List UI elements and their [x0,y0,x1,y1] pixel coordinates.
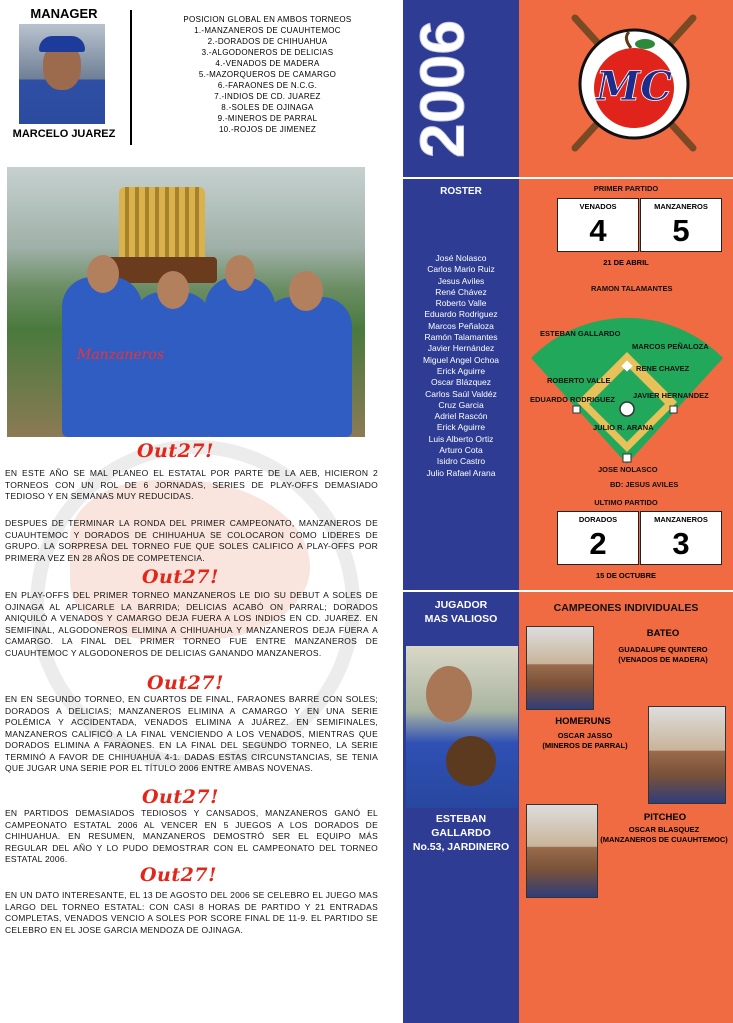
last-game-date: 15 DE OCTUBRE [595,571,656,580]
position-right-field: MARCOS PEÑALOZA [632,342,709,351]
article-paragraph: EN EN SEGUNDO TORNEO, EN CUARTOS DE FINAL, FARAONES BARRE CON SOLES; DORADOS A DELICIAS; MANZANEROS ELIMINA A CAMARGO Y EN UNA SERIE POLÉMICA Y ACCIDENTADA, VENADOS ELIMINA A JUÁREZ. EN SEMIFINALES, MANZANEROS CALIFICÓ A LA FINAL VENCIENDO A LOS VENADOS, MIENTRAS QUE DORADOS ELIMINA A FARAONES. EN LA FINAL DEL SEGUNDO TORNEO, LA SERIE TERMINÓ A FAVOR DE CHIHUAHUA 4-1. DADAS ESTAS CIRCUNSTANCIAS, SE TENIA QUE JUGAR UNA SERIE POR EL TÍTULO 2006 ENTRE AMBAS NOVENAS. [5,694,378,773]
roster-player: Julio Rafael Arana [426,467,496,478]
out27-logo: Out27! [147,672,224,694]
year-vertical [408,4,478,174]
standings-item: 9.-MINEROS DE PARRAL [217,114,318,123]
standings-item: 10.-ROJOS DE JIMENEZ [218,125,317,134]
team-celebration-photo [7,167,365,437]
team-logo [565,14,703,152]
first-game-title: PRIMER PARTIDO [593,184,659,193]
first-game-team1-box [557,198,639,252]
standings-item: 1.-MANZANEROS DE CUAUHTEMOC [194,26,341,35]
pitching-champion [595,825,733,845]
player-figure [132,292,212,437]
roster-player: Cruz Garcia [438,399,484,410]
standings-item: 7.-INDIOS DE CD. JUAREZ [214,92,321,101]
standings-item: 3.-ALGODONEROS DE DELICIAS [201,48,334,57]
year-text: 2006 [408,20,478,158]
roster-player: Adriel Rascón [434,411,488,422]
standings-item: 5.-MAZORQUEROS DE CAMARGO [198,70,337,79]
batting-champion [598,645,728,665]
roster-player: Eduardo Rodriguez [424,309,498,320]
roster-player: Jesus Aviles [437,275,485,286]
position-second-base: ROBERTO VALLE [547,376,611,385]
player-face [157,271,189,309]
logo-letters: MC [595,63,673,110]
article-paragraph: EN PLAY-OFFS DEL PRIMER TORNEO MANZANEROS LE DIO SU DEBUT A SOLES DE OJINAGA AL APLICARLE LA BARRIDA; DELICIAS ACABÓ ON PARRAL; DORADOS ANIQUILÓ A VENADOS Y CAMARGO DEJA FUERA A LOS INDIOS EN CD. JUAREZ. EN SEMIFINAL, ALGODONEROS ELIMINA A CHIHUAHUA Y MANZANEROS DEJA FUERA A CAMARGO. LA FINAL DEL PRIMER TORNEO FUE ENTRE MANZANEROS DE CUAUHTEMOC Y ALGODONEROS DE DELICIAS GANANDO MANZANEROS. [5,590,378,658]
out27-logo: Out27! [140,864,217,886]
roster-list [403,253,519,479]
last-game-team2-box [640,511,722,565]
mvp-detail: No.53, JARDINERO [412,841,510,853]
mvp-face [426,666,472,722]
manager-cap [39,36,85,52]
roster-player: Arturo Cota [439,445,483,456]
roster-player: Ramón Talamantes [424,332,498,343]
batting-champion-team: (VENADOS DE MADERA) [618,655,708,664]
standings-item: 4.-VENADOS DE MADERA [215,59,320,68]
standings-item: 6.-FARAONES DE N.C.G. [217,81,318,90]
mvp-name-line: ESTEBAN [435,813,487,825]
team-score: 2 [589,526,607,561]
roster-title: ROSTER [440,186,482,197]
player-face [289,271,323,311]
position-catcher: JOSE NOLASCO [598,465,658,474]
player-figure [262,297,352,437]
roster-player: Erick Aguirre [436,422,486,433]
position-first-base: JAVIER HERNANDEZ [633,391,709,400]
position-designated-hitter: BD: JESUS AVILES [610,480,679,489]
position-third-base: EDUARDO RODRIGUEZ [530,395,616,404]
baseball-field-diagram [527,278,727,466]
section-divider [403,177,733,179]
position-pitcher: JULIO R. ARANA [593,423,654,432]
player-face [225,255,255,291]
mvp-title-line: MAS VALIOSO [424,613,498,625]
roster-player: Oscar Blázquez [431,377,491,388]
first-game-date: 21 DE ABRIL [603,258,649,267]
pitching-category: PITCHEO [643,812,687,823]
standings-item: 2.-DORADOS DE CHIHUAHUA [207,37,328,46]
pitching-champion-photo [526,804,598,898]
roster-player: Miguel Angel Ochoa [422,354,500,365]
roster-player: Marcos Peñaloza [428,320,494,331]
position-shortstop: RENE CHAVEZ [636,364,690,373]
position-center-field: RAMON TALAMANTES [591,284,673,293]
homeruns-champion [528,731,642,751]
homeruns-champion-team: (MINEROS DE PARRAL) [542,741,628,750]
standings-title: POSICION GLOBAL EN AMBOS TORNEOS [183,15,352,24]
standings-item: 8.-SOLES DE OJINAGA [221,103,314,112]
manager-title: MANAGER [30,6,98,21]
roster-player: Luis Alberto Ortiz [428,433,494,444]
article-paragraph: DESPUES DE TERMINAR LA RONDA DEL PRIMER CAMPEONATO, MANZANEROS DE CUAUHTEMOC Y DORADOS DE CHIHUAHUA SE COLOCARON COMO LIDERES DE GRUPO. LA SORPRESA DEL TORNEO FUE QUE SOLES CALIFICO A PLAY-OFFS POR PRIMERA VEZ EN 28 AÑOS DE COMPETENCIA. [5,518,378,563]
team-score: 5 [672,213,690,248]
roster-player: Erick Aguirre [436,365,486,376]
team-name: MANZANEROS [654,202,708,211]
divider [130,10,132,145]
homeruns-champion-photo [648,706,726,804]
section-divider [403,590,733,592]
out27-logo: Out27! [137,440,214,462]
position-left-field: ESTEBAN GALLARDO [540,329,621,338]
homeruns-category: HOMERUNS [555,716,611,727]
homeruns-champion-name: OSCAR JASSO [557,731,613,740]
batting-champion-photo [526,626,594,710]
mvp-name-line: GALLARDO [431,827,491,839]
article-paragraph: EN UN DATO INTERESANTE, EL 13 DE AGOSTO DEL 2006 SE CELEBRO EL JUEGO MAS LARGO DEL TORNEO ESTATAL: CON CASI 8 HORAS DE PARTIDO Y 21 ENTRADAS COMPLETAS, VENADOS VENCIO A SOLES POR SCORE FINAL DE 11-9. EL PARTIDO SE CELEBRO EN EL JOSE GARCIA MENDOZA DE OJINAGA. [5,890,378,935]
last-game-title: ULTIMO PARTIDO [594,498,658,507]
baseball-glove-icon [446,736,496,786]
pitching-champion-name: OSCAR BLASQUEZ [628,825,700,834]
mvp-photo [406,646,518,808]
roster-player: Roberto Valle [435,298,487,309]
pitching-champion-team: (MANZANEROS DE CUAUHTEMOC) [600,835,728,844]
champions-title: CAMPEONES INDIVIDUALES [553,602,699,614]
roster-player: René Chávez [435,286,487,297]
manager-name: MARCELO JUAREZ [12,128,116,140]
team-name: DORADOS [578,515,618,524]
article-paragraph: EN ESTE AÑO SE MAL PLANEO EL ESTATAL POR PARTE DE LA AEB, HICIERON 2 TORNEOS CON UN ROL DE 6 JORNADAS, SERIES DE PLAY-OFFS DEMASIADO TEDIOSO Y EN SEMANAS MUY REDUCIDAS. [5,468,378,501]
mvp-title [403,598,519,626]
mvp-caption [403,812,519,854]
last-game-team1-box [557,511,639,565]
mvp-title-line: JUGADOR [434,599,488,611]
out27-logo: Out27! [142,786,219,808]
team-score: 3 [672,526,690,561]
batting-champion-name: GUADALUPE QUINTERO [618,645,708,654]
jersey-lettering: Manzaneros [77,347,165,363]
team-score: 4 [589,213,607,248]
team-name: VENADOS [579,202,617,211]
first-game-team2-box [640,198,722,252]
standings [140,14,395,135]
roster-player: José Nolasco [435,253,487,263]
roster-player: Carlos Saúl Valdéz [425,388,497,399]
batting-category: BATEO [646,628,680,639]
player-face [87,255,119,293]
team-name: MANZANEROS [654,515,708,524]
roster-player: Javier Hernández [427,343,495,354]
manager-photo [19,24,105,124]
roster-player: Isidro Castro [436,456,486,467]
article-paragraph: EN PARTIDOS DEMASIADOS TEDIOSOS Y CANSADOS, MANZANEROS GANÓ EL CAMPEONATO ESTATAL 2006 AL VENCER EN 5 JUEGOS A LOS DORADOS DE CHIHUAHUA. EN RESUMEN, MANZANEROS DEMOSTRÓ SER EL EQUIPO MÁS REGULAR DEL AÑO Y LO PUDO DEMOSTRAR CON EL CAMPEONATO DEL TORNEO ESTATAL 2006. [5,808,378,864]
out27-logo: Out27! [142,566,219,588]
roster-player: Carlos Mario Ruiz [427,264,495,275]
